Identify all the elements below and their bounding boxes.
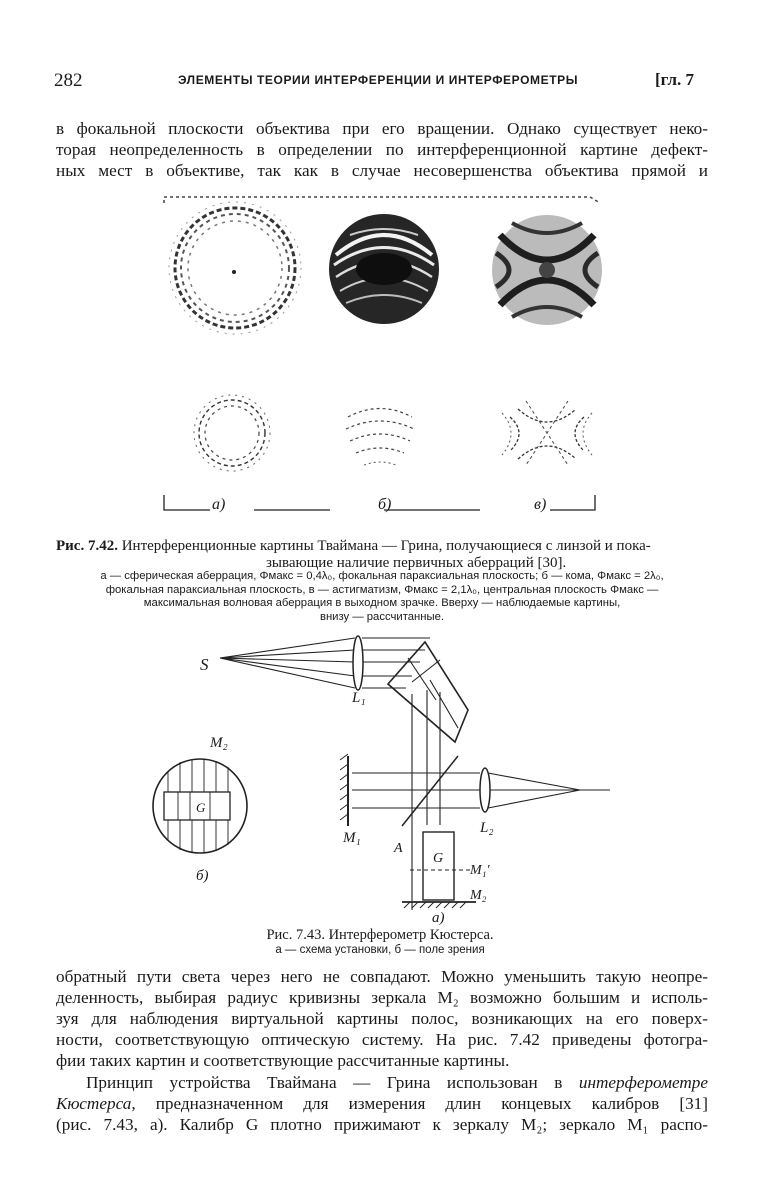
figure-7-43-diagram [140,630,640,925]
source-rays [220,638,355,688]
collimated-rays [362,638,430,688]
text-line: ных мест в объективе, так как в случае несовершенства объектива прямой и [56,161,708,180]
text-line: деленность, выбирая радиус кривизны зеркала M₂ возможно большим и исполь- [56,988,708,1007]
calc-coma [346,409,414,466]
lens-l1 [353,636,363,690]
subcaption-line: фокальная параксиальная плоскость, в — астигматизм, Φмакс = 2,1λ₀, центральная плоскость Φмакс — [105,583,659,596]
photo-coma [329,214,439,324]
vertical-rays [412,690,440,910]
caption-text: зывающие наличие первичных аберраций [30]. [266,555,567,571]
label-a-panel: а) [432,910,445,925]
label-g-field: G [196,800,206,815]
text-line: фии таких картин и соответствующие рассчитанные картины. [56,1051,510,1070]
panel-label-b: б) [378,496,392,513]
subcaption-line: внизу — рассчитанные. [319,610,445,623]
text-line: (рис. 7.43, а). Калибр G плотно прижимают к зеркалу M₂; зеркало M₁ распо- [56,1115,708,1134]
paragraph-1 [56,118,708,181]
beam-splitter [402,756,458,826]
page-number: 282 [54,70,83,91]
text-span: предназначенном для измерения длин концевых калибров [31] [135,1094,708,1113]
term-interferometer: интерферометре [578,1073,708,1092]
mirror-m2-hatch [404,902,466,908]
mirror-m1-hatch [340,754,348,820]
caption-label: Рис. 7.42. [56,538,118,554]
subcaption-line: максимальная волновая аберрация в выходном зрачке. Вверху — наблюдаемые картины, [143,597,621,609]
term-kusters: Кюстерса, [56,1094,136,1113]
label-l1: L₁ [352,690,366,706]
calc-spherical-aberration [194,395,270,471]
text-line: обратный пути света через него не совпадают. Можно уменьшить такую неопре- [56,967,708,986]
label-m1: M₁ [343,830,361,846]
lens-l2 [480,768,490,812]
text-line [56,1093,708,1114]
figure-7-42-subcaption [56,570,708,624]
caption-text: Интерференционные картины Тваймана — Грина, получающиеся с линзой и пока- [121,538,651,554]
chapter-marker: [гл. 7 [655,70,695,89]
text-span: Принцип устройства Тваймана — Грина использован в [86,1073,579,1092]
text-line [56,1072,708,1093]
paragraph-2 [56,966,708,1071]
prism-internal-rays [408,658,458,728]
panel-label-c: в) [534,496,547,513]
label-m2: M₂ [470,888,487,903]
figure-7-42-caption [56,538,708,572]
figure-7-43-caption: Рис. 7.43. Интерферометр Кюстерса. [266,927,494,943]
label-m2-field: M₂ [210,735,228,751]
label-s: S [200,655,209,674]
text-line: зуя для наблюдения виртуальной картины полос, возникающих на его поверх- [56,1009,708,1028]
text-line: ности, соответствующую оптическую систему. На рис. 7.42 приведены фотогра- [56,1030,708,1049]
label-a-point: A [394,841,403,856]
panel-label-a: а) [212,496,226,513]
label-b-panel: б) [196,868,209,884]
text-line: торая неопределенность в определении по интерференционной картине дефект- [56,140,708,159]
label-g: G [433,851,444,866]
figure-7-43-subcaption: а — схема установки, б — поле зрения [275,944,485,956]
text-line: в фокальной плоскости объектива при его вращении. Однако существует неко- [56,119,708,138]
prism [388,642,468,742]
photo-astigmatism [492,215,602,325]
paragraph-3 [56,1072,708,1135]
label-l2: L₂ [480,820,494,836]
running-title: ЭЛЕМЕНТЫ ТЕОРИИ ИНТЕРФЕРЕНЦИИ И ИНТЕРФЕРОМЕТРЫ [178,73,579,87]
label-m1-prime: M₁′ [470,863,490,878]
subcaption-line: а — сферическая аберрация, Φмакс = 0,4λ₀, фокальная параксиальная плоскость; б — кома, Φмакс = 2λ₀, [100,570,664,582]
photo-spherical-aberration [169,202,301,334]
calc-astigmatism [502,401,592,465]
gauge-block [423,832,454,900]
figure-7-42-photos [150,195,610,517]
